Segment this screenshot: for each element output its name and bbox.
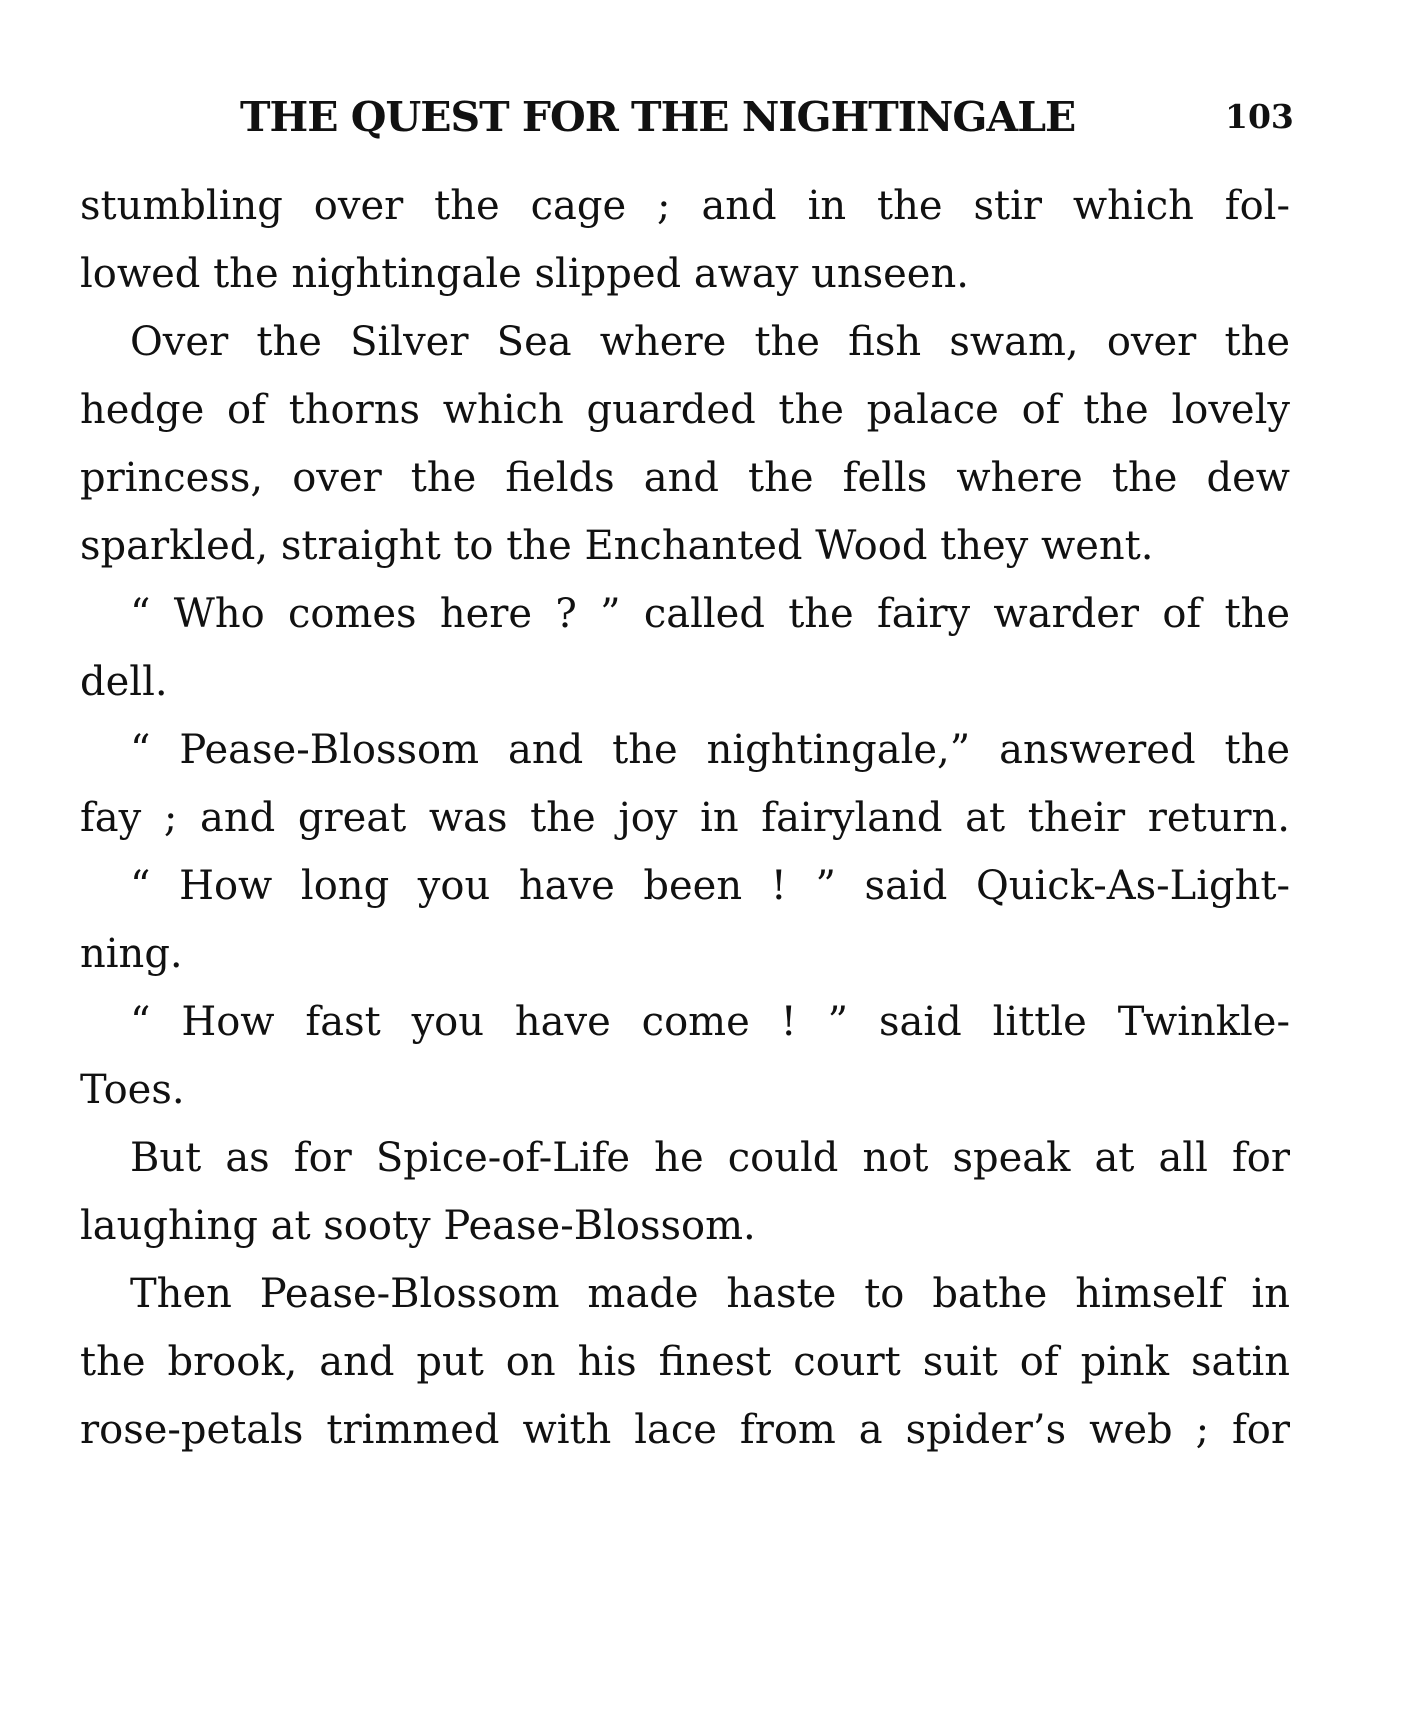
text-line: fay ; and great was the joy in fairyland at their return. — [80, 795, 1290, 841]
text-line: laughing at sooty Pease-Blossom. — [80, 1203, 756, 1249]
text-line: princess, over the fields and the fells where the dew — [80, 455, 1290, 501]
text-line: Over the Silver Sea where the fish swam, over the — [130, 319, 1290, 365]
text-line: “ Pease-Blossom and the nightingale,” answered the — [130, 727, 1290, 773]
text-line: ning. — [80, 931, 183, 977]
text-line: dell. — [80, 659, 168, 705]
text-line: Then Pease-Blossom made haste to bathe himself in — [130, 1271, 1290, 1317]
page-header — [0, 92, 1412, 152]
text-line: But as for Spice-of-Life he could not speak at all for — [130, 1135, 1290, 1181]
text-line: hedge of thorns which guarded the palace of the lovely — [80, 387, 1290, 433]
text-line: “ How long you have been ! ” said Quick-As-Light- — [130, 863, 1290, 909]
text-line: Toes. — [80, 1067, 185, 1113]
text-line: stumbling over the cage ; and in the stir which fol- — [80, 183, 1290, 229]
text-line: lowed the nightingale slipped away unseen. — [80, 251, 969, 297]
text-line: the brook, and put on his finest court suit of pink satin — [80, 1339, 1290, 1385]
text-line: rose-petals trimmed with lace from a spider’s web ; for — [80, 1407, 1290, 1453]
text-line: sparkled, straight to the Enchanted Wood they went. — [80, 523, 1154, 569]
text-line: “ How fast you have come ! ” said little Twinkle- — [130, 999, 1290, 1045]
text-line: “ Who comes here ? ” called the fairy warder of the — [130, 591, 1290, 637]
running-title: THE QUEST FOR THE NIGHTINGALE — [240, 93, 1076, 141]
page-number: 103 — [1225, 97, 1294, 136]
